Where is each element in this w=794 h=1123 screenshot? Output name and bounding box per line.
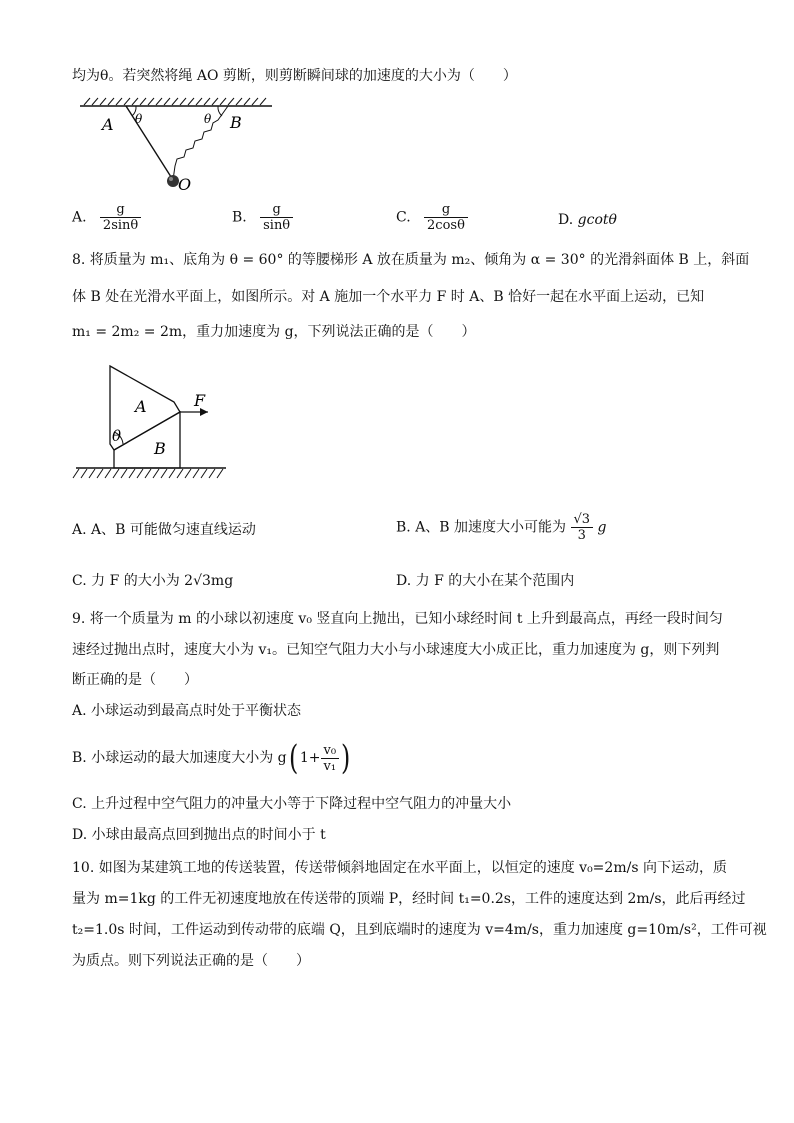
label-a: A — [135, 397, 147, 416]
label-f: F — [194, 391, 206, 410]
q9-line-3: 断正确的是（ ） — [72, 672, 198, 688]
q8-option-c: C. 力 F 的大小为 2√3mg — [72, 573, 234, 589]
q9-option-b: B. 小球运动的最大加速度大小为 g( 1+ $\frac{\text{v₀}}{\text{v₁}}$ ) — [72, 738, 351, 778]
label-theta-right: θ — [204, 112, 212, 126]
q7-option-c: C. $\frac{g}{2\cos\theta}$ — [396, 202, 468, 233]
q8-line-2: 体 B 处在光滑水平面上，如图所示。对 A 施加一个水平力 F 时 A、B 恰好一起在水平面上运动，已知 — [72, 289, 705, 305]
string-ao — [126, 106, 173, 180]
q7-option-a: A. $\frac{g}{2\sin\theta}$ — [72, 202, 141, 233]
q10-line-4: 为质点。则下列说法正确的是（ ） — [72, 953, 310, 969]
label-theta-left: θ — [135, 112, 143, 126]
q8-line-1: 8. 将质量为 m₁、底角为 θ = 60° 的等腰梯形 A 放在质量为 m₂、倾角为 α = 30° 的光滑斜面体 B 上，斜面 — [72, 252, 750, 268]
label-b: B — [154, 439, 166, 458]
q9-option-a: A. 小球运动到最高点时处于平衡状态 — [72, 703, 302, 719]
q8-option-d: D. 力 F 的大小在某个范围内 — [396, 573, 575, 589]
q7-figure — [80, 96, 280, 196]
spring-bo — [173, 106, 228, 180]
q8-option-b: B. A、B 加速度大小可能为 $\frac{√3}{3}$ g — [396, 512, 607, 543]
q8-line-3: m₁ = 2m₂ = 2m，重力加速度为 g，下列说法正确的是（ ） — [72, 324, 476, 340]
label-a: A — [102, 115, 114, 134]
label-b: B — [230, 113, 242, 132]
q10-line-3: t₂=1.0s 时间，工件运动到传动带的底端 Q，且到底端时的速度为 v=4m/s，重力加速度 g=10m/s²，工件可视 — [72, 922, 767, 938]
wedge-b — [114, 412, 180, 468]
label-o: O — [178, 175, 192, 194]
q10-line-1: 10. 如图为某建筑工地的传送装置，传送带倾斜地固定在水平面上，以恒定的速度 v₀=2m/s 向下运动，质 — [72, 860, 727, 876]
q9-line-2: 速经过抛出点时，速度大小为 v₁。已知空气阻力大小与小球速度大小成正比，重力加速度为 g，则下列判 — [72, 642, 720, 658]
q8-figure — [76, 362, 236, 487]
q7-tail: 均为θ。若突然将绳 AO 剪断，则剪断瞬间球的加速度的大小为（ ） — [72, 68, 517, 84]
label-theta: θ — [112, 427, 122, 445]
q9-option-c: C. 上升过程中空气阻力的冲量大小等于下降过程中空气阻力的冲量大小 — [72, 796, 512, 812]
q9-line-1: 9. 将一个质量为 m 的小球以初速度 v₀ 竖直向上抛出，已知小球经时间 t 上升到最高点，再经一段时间匀 — [72, 611, 723, 627]
q7-option-b: B. $\frac{g}{\sin\theta}$ — [232, 202, 293, 233]
q8-option-a: A. A、B 可能做匀速直线运动 — [72, 522, 256, 538]
q7-option-d: D. gcotθ — [558, 212, 617, 228]
q10-line-2: 量为 m=1kg 的工件无初速度地放在传送带的顶端 P，经时间 t₁=0.2s，工件的速度达到 2m/s，此后再经过 — [72, 891, 746, 907]
q9-option-d: D. 小球由最高点回到抛出点的时间小于 t — [72, 827, 326, 843]
